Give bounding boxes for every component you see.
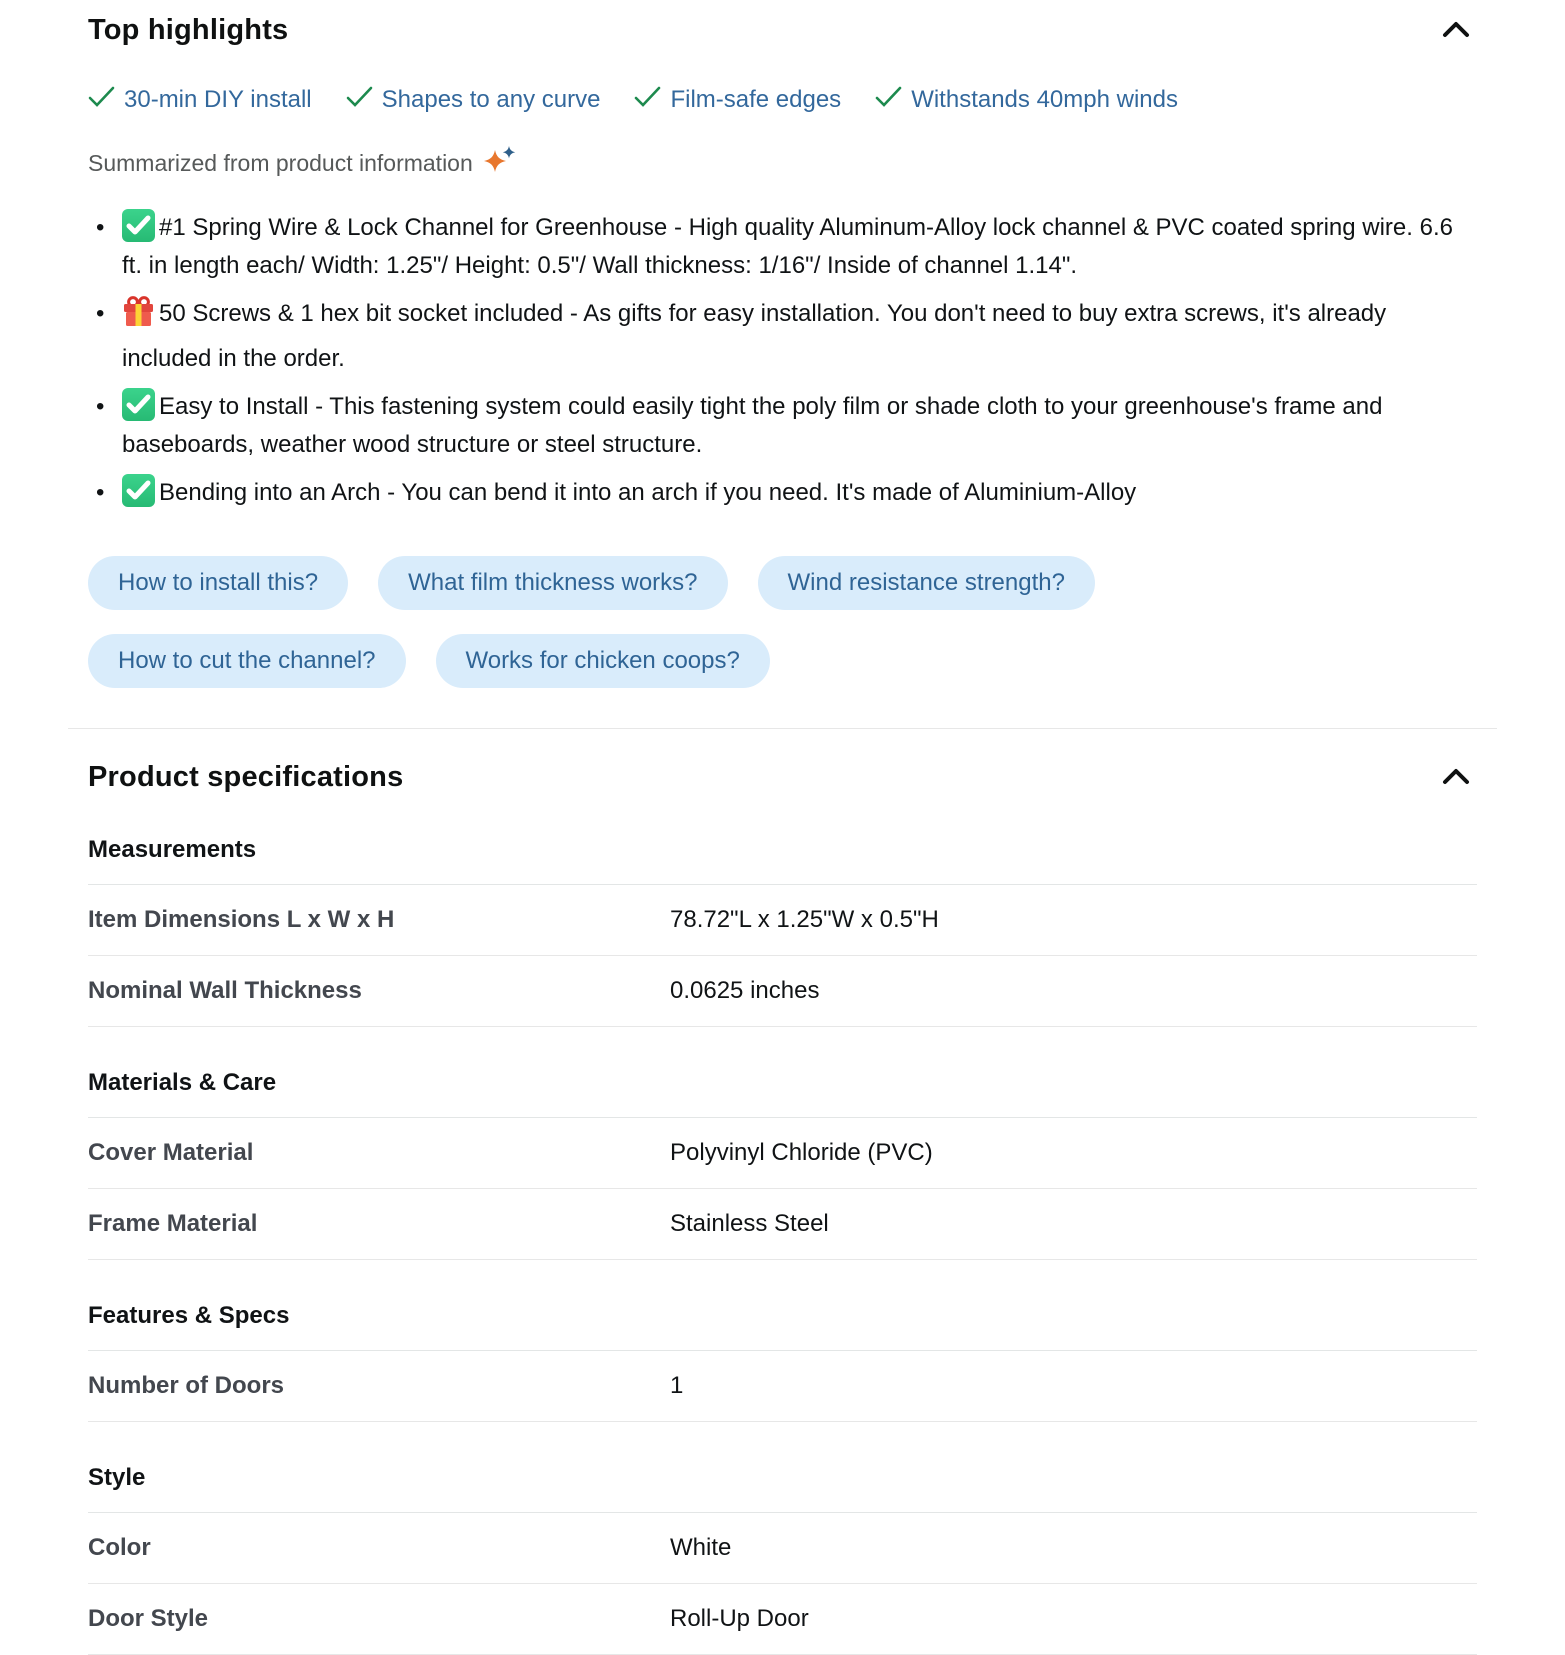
highlight-bullet-list — [88, 209, 1477, 522]
green-check-icon — [346, 85, 373, 115]
highlight-bullet-text: #1 Spring Wire & Lock Channel for Greenhouse - High quality Aluminum-Alloy lock channel & PVC coated spring wire. 6.6 ft. in length each/ Width: 1.25"/ Height: 0.5"/ Wall thickness: 1/16"/ Inside of channel 1.14". — [122, 214, 1453, 279]
green-check-icon — [634, 85, 661, 115]
highlight-badge — [875, 85, 1178, 115]
highlight-badge-row — [88, 85, 1477, 115]
highlight-badge — [634, 85, 841, 115]
highlight-badge-label: Withstands 40mph winds — [911, 86, 1178, 113]
spec-label: Color — [88, 1534, 151, 1561]
question-pill-wind-resistance[interactable]: Wind resistance strength? — [758, 556, 1095, 610]
chevron-up-icon — [1441, 773, 1471, 788]
spec-label: Door Style — [88, 1605, 209, 1632]
spec-row-nominal-wall-thickness — [88, 956, 1477, 1027]
product-specifications-title: Product specifications — [88, 761, 404, 793]
spec-label: Number of Doors — [88, 1372, 285, 1399]
spec-row-frame-material — [88, 1189, 1477, 1260]
question-pill-chicken-coops[interactable]: Works for chicken coops? — [436, 634, 770, 688]
spec-value: 1 — [670, 1372, 684, 1399]
spec-value: Stainless Steel — [670, 1210, 829, 1237]
question-pill-cut-channel[interactable]: How to cut the channel? — [88, 634, 406, 688]
spec-group-heading-measurements: Measurements — [88, 836, 1477, 885]
highlight-bullet-text: Easy to Install - This fastening system could easily tight the poly film or shade cloth to your greenhouse's frame and baseboards, weather wood structure or steel structure. — [122, 393, 1383, 458]
spec-row-color — [88, 1513, 1477, 1584]
question-pill-how-to-install[interactable]: How to install this? — [88, 556, 348, 610]
check-box-emoji-icon — [122, 388, 155, 421]
spec-value: Polyvinyl Chloride (PVC) — [670, 1139, 933, 1166]
spec-row-cover-material — [88, 1118, 1477, 1189]
spec-value: Roll-Up Door — [670, 1605, 809, 1632]
suggested-questions — [88, 556, 1248, 688]
highlight-badge — [88, 85, 312, 115]
highlight-badge-label: Film-safe edges — [670, 86, 842, 113]
spec-value: 78.72"L x 1.25"W x 0.5"H — [670, 906, 939, 933]
spec-group-heading-materials-care: Materials & Care — [88, 1069, 1477, 1118]
product-specifications-section — [88, 729, 1477, 1655]
summary-source-text: Summarized from product information — [88, 149, 473, 176]
collapse-top-highlights-button[interactable] — [1435, 16, 1477, 45]
spec-value: 0.0625 inches — [670, 977, 820, 1004]
highlight-bullet — [88, 474, 1477, 512]
green-check-icon — [875, 85, 902, 115]
spec-row-door-style — [88, 1584, 1477, 1655]
spec-row-number-of-doors — [88, 1351, 1477, 1422]
spec-label: Nominal Wall Thickness — [88, 977, 362, 1004]
spec-label: Cover Material — [88, 1139, 254, 1166]
green-check-icon — [88, 85, 115, 115]
spec-table — [88, 836, 1477, 1655]
highlight-badge-label: 30-min DIY install — [124, 86, 312, 113]
spec-group-heading-features-specs: Features & Specs — [88, 1302, 1477, 1351]
spec-label: Frame Material — [88, 1210, 258, 1237]
chevron-up-icon — [1441, 26, 1471, 41]
ai-sparkle-icon — [482, 145, 518, 181]
top-highlights-title: Top highlights — [88, 14, 289, 46]
check-box-emoji-icon — [122, 209, 155, 242]
highlight-bullet-text: 50 Screws & 1 hex bit socket included - As gifts for easy installation. You don't need to buy extra screws, it's already included in the order. — [122, 300, 1387, 372]
highlight-bullet — [88, 295, 1477, 378]
collapse-product-specifications-button[interactable] — [1435, 763, 1477, 792]
highlight-bullet — [88, 209, 1477, 285]
summary-source-note — [88, 145, 1477, 181]
spec-label: Item Dimensions L x W x H — [88, 906, 395, 933]
top-highlights-section — [88, 14, 1477, 688]
spec-row-item-dimensions — [88, 885, 1477, 956]
gift-emoji-icon — [122, 295, 155, 340]
highlight-bullet-text: Bending into an Arch - You can bend it into an arch if you need. It's made of Aluminium-Alloy — [159, 479, 1137, 506]
check-box-emoji-icon — [122, 474, 155, 507]
highlight-badge-label: Shapes to any curve — [381, 86, 601, 113]
question-pill-film-thickness[interactable]: What film thickness works? — [378, 556, 727, 610]
spec-group-heading-style: Style — [88, 1464, 1477, 1513]
highlight-bullet — [88, 388, 1477, 464]
spec-value: White — [670, 1534, 732, 1561]
highlight-badge — [346, 85, 601, 115]
